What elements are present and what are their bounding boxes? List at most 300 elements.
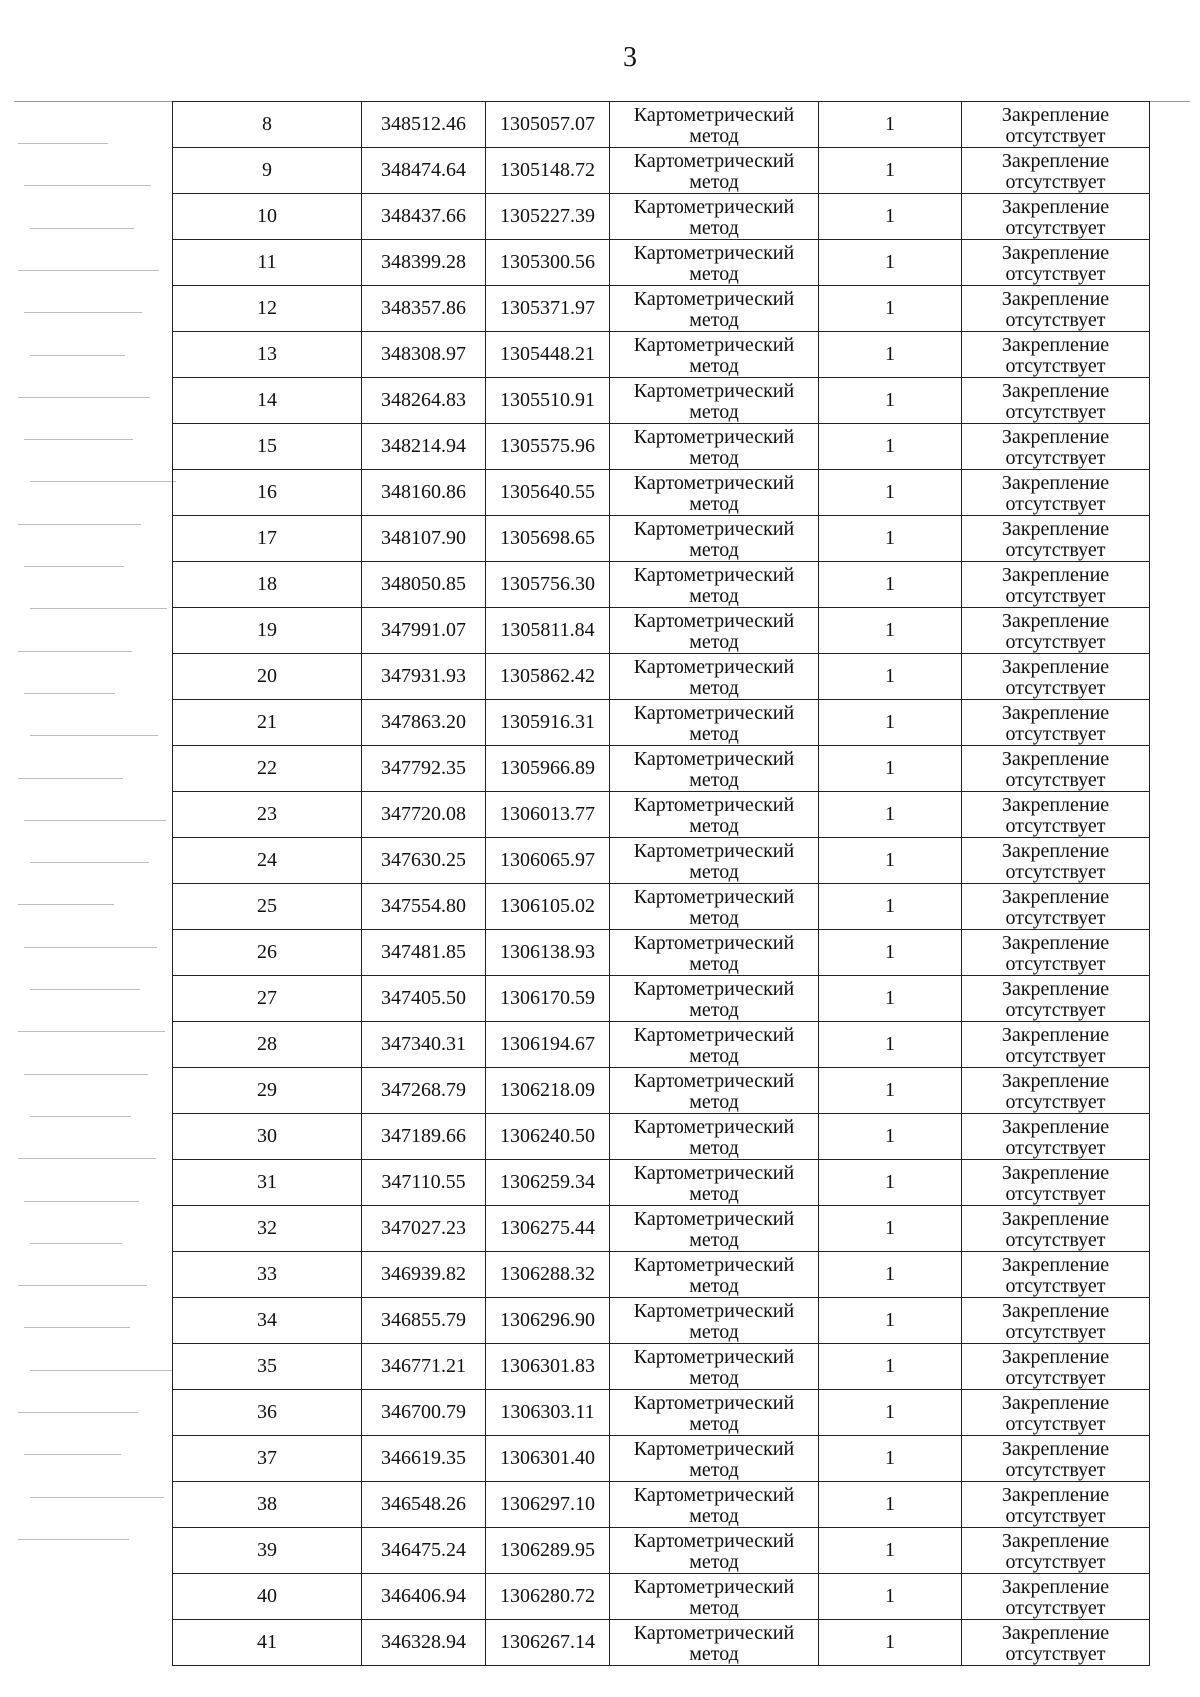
scan-artifact-line [30, 1497, 164, 1498]
fixation-cell [962, 1574, 1150, 1620]
method-cell [610, 976, 819, 1022]
method-cell [610, 424, 819, 470]
point-number-cell: 8 [173, 102, 362, 148]
x-coordinate-cell: 346619.35 [362, 1436, 486, 1482]
method-cell [610, 1114, 819, 1160]
fixation-line-1: Закрепление [1001, 1530, 1110, 1552]
table-row [173, 930, 1150, 976]
x-coordinate-cell: 348512.46 [362, 102, 486, 148]
method-line-1: Картометрический [633, 426, 795, 448]
method-line-1: Картометрический [633, 794, 795, 816]
method-cell [610, 562, 819, 608]
method-line-2: метод [689, 1229, 739, 1251]
point-number-cell: 18 [173, 562, 362, 608]
method-cell [610, 1160, 819, 1206]
fixation-line-1: Закрепление [1001, 150, 1110, 172]
table-row [173, 1482, 1150, 1528]
fixation-line-2: отсутствует [1005, 1597, 1106, 1619]
scan-artifact-line [18, 143, 108, 144]
fixation-line-2: отсутствует [1005, 953, 1106, 975]
table-row [173, 1206, 1150, 1252]
y-coordinate-cell: 1306105.02 [486, 884, 610, 930]
method-line-2: метод [689, 171, 739, 193]
fixation-line-2: отсутствует [1005, 171, 1106, 193]
table-row [173, 1114, 1150, 1160]
fixation-line-2: отсутствует [1005, 1413, 1106, 1435]
table-row [173, 1344, 1150, 1390]
fixation-line-2: отсутствует [1005, 585, 1106, 607]
fixation-cell [962, 1436, 1150, 1482]
y-coordinate-cell: 1306275.44 [486, 1206, 610, 1252]
method-line-1: Картометрический [633, 518, 795, 540]
x-coordinate-cell: 347863.20 [362, 700, 486, 746]
method-line-2: метод [689, 1643, 739, 1665]
x-coordinate-cell: 348308.97 [362, 332, 486, 378]
scan-artifact-line [24, 1327, 130, 1328]
method-cell [610, 470, 819, 516]
x-coordinate-cell: 347189.66 [362, 1114, 486, 1160]
fixation-line-1: Закрепление [1001, 932, 1110, 954]
method-cell [610, 516, 819, 562]
method-line-2: метод [689, 815, 739, 837]
method-cell [610, 378, 819, 424]
y-coordinate-cell: 1305698.65 [486, 516, 610, 562]
precision-cell: 1 [819, 1390, 962, 1436]
y-coordinate-cell: 1305640.55 [486, 470, 610, 516]
fixation-line-2: отсутствует [1005, 1505, 1106, 1527]
coordinates-table-body [173, 102, 1150, 1666]
fixation-line-1: Закрепление [1001, 1162, 1110, 1184]
precision-cell: 1 [819, 930, 962, 976]
method-line-1: Картометрический [633, 1300, 795, 1322]
method-line-2: метод [689, 999, 739, 1021]
fixation-line-1: Закрепление [1001, 794, 1110, 816]
scan-artifact-line [18, 904, 114, 905]
fixation-line-2: отсутствует [1005, 539, 1106, 561]
method-line-2: метод [689, 263, 739, 285]
table-row [173, 838, 1150, 884]
fixation-cell [962, 286, 1150, 332]
fixation-cell [962, 1068, 1150, 1114]
fixation-line-2: отсутствует [1005, 1459, 1106, 1481]
point-number-cell: 39 [173, 1528, 362, 1574]
method-line-1: Картометрический [633, 1070, 795, 1092]
table-row [173, 148, 1150, 194]
method-cell [610, 240, 819, 286]
scan-artifact-line [18, 651, 132, 652]
precision-cell: 1 [819, 792, 962, 838]
x-coordinate-cell: 347991.07 [362, 608, 486, 654]
scan-artifact-line [24, 1454, 121, 1455]
y-coordinate-cell: 1306289.95 [486, 1528, 610, 1574]
method-line-1: Картометрический [633, 1576, 795, 1598]
table-row [173, 746, 1150, 792]
point-number-cell: 20 [173, 654, 362, 700]
method-line-1: Картометрический [633, 1162, 795, 1184]
table-row [173, 1022, 1150, 1068]
table-row [173, 470, 1150, 516]
point-number-cell: 12 [173, 286, 362, 332]
precision-cell: 1 [819, 424, 962, 470]
method-line-2: метод [689, 217, 739, 239]
precision-cell: 1 [819, 1068, 962, 1114]
scan-artifact-line [18, 1158, 156, 1159]
method-cell [610, 930, 819, 976]
scan-artifact-line [18, 397, 150, 398]
precision-cell: 1 [819, 1344, 962, 1390]
x-coordinate-cell: 347110.55 [362, 1160, 486, 1206]
precision-cell: 1 [819, 700, 962, 746]
fixation-line-1: Закрепление [1001, 242, 1110, 264]
fixation-line-2: отсутствует [1005, 1551, 1106, 1573]
scan-artifact-line [24, 312, 142, 313]
method-line-1: Картометрический [633, 748, 795, 770]
precision-cell: 1 [819, 838, 962, 884]
point-number-cell: 17 [173, 516, 362, 562]
y-coordinate-cell: 1305756.30 [486, 562, 610, 608]
x-coordinate-cell: 348474.64 [362, 148, 486, 194]
scan-artifact-line [30, 481, 176, 482]
y-coordinate-cell: 1305448.21 [486, 332, 610, 378]
point-number-cell: 22 [173, 746, 362, 792]
method-line-2: метод [689, 1459, 739, 1481]
x-coordinate-cell: 347554.80 [362, 884, 486, 930]
table-row [173, 1528, 1150, 1574]
precision-cell: 1 [819, 608, 962, 654]
method-line-1: Картометрический [633, 196, 795, 218]
point-number-cell: 10 [173, 194, 362, 240]
method-line-2: метод [689, 1321, 739, 1343]
scan-artifact-line [30, 355, 125, 356]
scan-artifact-line [24, 185, 151, 186]
precision-cell: 1 [819, 332, 962, 378]
fixation-cell [962, 424, 1150, 470]
method-line-1: Картометрический [633, 1392, 795, 1414]
method-line-1: Картометрический [633, 1530, 795, 1552]
method-line-1: Картометрический [633, 334, 795, 356]
fixation-cell [962, 654, 1150, 700]
method-line-2: метод [689, 1183, 739, 1205]
table-row [173, 1574, 1150, 1620]
x-coordinate-cell: 348214.94 [362, 424, 486, 470]
table-row [173, 654, 1150, 700]
precision-cell: 1 [819, 1022, 962, 1068]
fixation-line-1: Закрепление [1001, 472, 1110, 494]
method-cell [610, 1068, 819, 1114]
point-number-cell: 37 [173, 1436, 362, 1482]
point-number-cell: 9 [173, 148, 362, 194]
point-number-cell: 36 [173, 1390, 362, 1436]
scan-artifact-line [18, 270, 159, 271]
scan-artifact-line [24, 566, 124, 567]
fixation-line-1: Закрепление [1001, 426, 1110, 448]
method-line-1: Картометрический [633, 886, 795, 908]
fixation-line-1: Закрепление [1001, 1346, 1110, 1368]
table-row [173, 1390, 1150, 1436]
fixation-line-2: отсутствует [1005, 263, 1106, 285]
point-number-cell: 32 [173, 1206, 362, 1252]
fixation-line-2: отсутствует [1005, 355, 1106, 377]
fixation-line-2: отсутствует [1005, 1091, 1106, 1113]
precision-cell: 1 [819, 286, 962, 332]
point-number-cell: 30 [173, 1114, 362, 1160]
scan-artifact-line [30, 862, 149, 863]
method-line-1: Картометрический [633, 978, 795, 1000]
table-row [173, 102, 1150, 148]
method-cell [610, 1436, 819, 1482]
fixation-line-1: Закрепление [1001, 886, 1110, 908]
method-line-1: Картометрический [633, 1208, 795, 1230]
coordinates-table [172, 101, 1150, 1666]
precision-cell: 1 [819, 102, 962, 148]
fixation-cell [962, 1114, 1150, 1160]
precision-cell: 1 [819, 516, 962, 562]
fixation-line-2: отсутствует [1005, 999, 1106, 1021]
precision-cell: 1 [819, 1114, 962, 1160]
y-coordinate-cell: 1305057.07 [486, 102, 610, 148]
fixation-line-2: отсутствует [1005, 723, 1106, 745]
fixation-line-1: Закрепление [1001, 1622, 1110, 1644]
table-row [173, 286, 1150, 332]
x-coordinate-cell: 348264.83 [362, 378, 486, 424]
fixation-cell [962, 470, 1150, 516]
method-line-2: метод [689, 125, 739, 147]
fixation-cell [962, 608, 1150, 654]
method-line-1: Картометрический [633, 242, 795, 264]
point-number-cell: 35 [173, 1344, 362, 1390]
x-coordinate-cell: 348050.85 [362, 562, 486, 608]
y-coordinate-cell: 1305148.72 [486, 148, 610, 194]
fixation-line-1: Закрепление [1001, 748, 1110, 770]
precision-cell: 1 [819, 976, 962, 1022]
table-row [173, 700, 1150, 746]
point-number-cell: 29 [173, 1068, 362, 1114]
method-line-1: Картометрический [633, 610, 795, 632]
fixation-line-1: Закрепление [1001, 1392, 1110, 1414]
x-coordinate-cell: 347931.93 [362, 654, 486, 700]
fixation-cell [962, 700, 1150, 746]
method-cell [610, 838, 819, 884]
y-coordinate-cell: 1306280.72 [486, 1574, 610, 1620]
x-coordinate-cell: 346328.94 [362, 1620, 486, 1666]
method-cell [610, 1390, 819, 1436]
point-number-cell: 28 [173, 1022, 362, 1068]
method-line-1: Картометрический [633, 150, 795, 172]
table-row [173, 1252, 1150, 1298]
table-row [173, 608, 1150, 654]
precision-cell: 1 [819, 1298, 962, 1344]
fixation-cell [962, 746, 1150, 792]
fixation-line-2: отсутствует [1005, 309, 1106, 331]
method-line-2: метод [689, 769, 739, 791]
fixation-line-1: Закрепление [1001, 380, 1110, 402]
x-coordinate-cell: 346771.21 [362, 1344, 486, 1390]
method-line-1: Картометрический [633, 564, 795, 586]
scan-artifact-line [30, 608, 167, 609]
point-number-cell: 21 [173, 700, 362, 746]
y-coordinate-cell: 1306296.90 [486, 1298, 610, 1344]
y-coordinate-cell: 1305811.84 [486, 608, 610, 654]
y-coordinate-cell: 1306288.32 [486, 1252, 610, 1298]
scan-artifact-line [18, 1539, 129, 1540]
x-coordinate-cell: 348357.86 [362, 286, 486, 332]
method-line-1: Картометрический [633, 1254, 795, 1276]
method-cell [610, 1022, 819, 1068]
point-number-cell: 41 [173, 1620, 362, 1666]
method-line-1: Картометрический [633, 1346, 795, 1368]
method-cell [610, 148, 819, 194]
y-coordinate-cell: 1305575.96 [486, 424, 610, 470]
point-number-cell: 14 [173, 378, 362, 424]
point-number-cell: 11 [173, 240, 362, 286]
point-number-cell: 27 [173, 976, 362, 1022]
y-coordinate-cell: 1305300.56 [486, 240, 610, 286]
precision-cell: 1 [819, 1252, 962, 1298]
fixation-cell [962, 1298, 1150, 1344]
y-coordinate-cell: 1306267.14 [486, 1620, 610, 1666]
fixation-line-1: Закрепление [1001, 840, 1110, 862]
x-coordinate-cell: 347405.50 [362, 976, 486, 1022]
scan-artifact-line [30, 1243, 122, 1244]
scan-artifact-line [30, 228, 134, 229]
y-coordinate-cell: 1306170.59 [486, 976, 610, 1022]
point-number-cell: 16 [173, 470, 362, 516]
scan-artifact-line [18, 1031, 165, 1032]
method-line-1: Картометрический [633, 288, 795, 310]
method-cell [610, 332, 819, 378]
scan-artifact-line [24, 439, 133, 440]
method-line-1: Картометрический [633, 840, 795, 862]
fixation-line-1: Закрепление [1001, 564, 1110, 586]
fixation-cell [962, 240, 1150, 286]
method-cell [610, 884, 819, 930]
method-cell [610, 608, 819, 654]
scan-artifact-line [30, 1370, 173, 1371]
fixation-cell [962, 1482, 1150, 1528]
table-row [173, 516, 1150, 562]
fixation-line-2: отсутствует [1005, 125, 1106, 147]
fixation-cell [962, 102, 1150, 148]
method-cell [610, 1574, 819, 1620]
x-coordinate-cell: 348107.90 [362, 516, 486, 562]
method-cell [610, 1252, 819, 1298]
scan-artifact-line [24, 1074, 148, 1075]
precision-cell: 1 [819, 1528, 962, 1574]
table-row [173, 332, 1150, 378]
table-row [173, 792, 1150, 838]
precision-cell: 1 [819, 148, 962, 194]
table-row [173, 194, 1150, 240]
fixation-line-1: Закрепление [1001, 1438, 1110, 1460]
point-number-cell: 31 [173, 1160, 362, 1206]
precision-cell: 1 [819, 194, 962, 240]
fixation-cell [962, 332, 1150, 378]
method-line-2: метод [689, 1137, 739, 1159]
fixation-line-1: Закрепление [1001, 1484, 1110, 1506]
fixation-line-2: отсутствует [1005, 1183, 1106, 1205]
point-number-cell: 33 [173, 1252, 362, 1298]
scan-artifact-line [24, 693, 115, 694]
y-coordinate-cell: 1305227.39 [486, 194, 610, 240]
table-row [173, 378, 1150, 424]
fixation-line-1: Закрепление [1001, 1576, 1110, 1598]
method-line-1: Картометрический [633, 472, 795, 494]
method-line-2: метод [689, 539, 739, 561]
fixation-line-2: отсутствует [1005, 769, 1106, 791]
fixation-line-2: отсутствует [1005, 1137, 1106, 1159]
point-number-cell: 34 [173, 1298, 362, 1344]
method-line-2: метод [689, 401, 739, 423]
y-coordinate-cell: 1306138.93 [486, 930, 610, 976]
table-row [173, 1298, 1150, 1344]
fixation-line-1: Закрепление [1001, 978, 1110, 1000]
fixation-line-2: отсутствует [1005, 493, 1106, 515]
method-cell [610, 746, 819, 792]
fixation-cell [962, 148, 1150, 194]
scan-artifact-line [30, 1116, 131, 1117]
method-line-1: Картометрический [633, 380, 795, 402]
y-coordinate-cell: 1305510.91 [486, 378, 610, 424]
fixation-line-1: Закрепление [1001, 196, 1110, 218]
method-cell [610, 1206, 819, 1252]
precision-cell: 1 [819, 240, 962, 286]
precision-cell: 1 [819, 1620, 962, 1666]
fixation-cell [962, 1344, 1150, 1390]
precision-cell: 1 [819, 654, 962, 700]
precision-cell: 1 [819, 1206, 962, 1252]
x-coordinate-cell: 348437.66 [362, 194, 486, 240]
fixation-cell [962, 1390, 1150, 1436]
fixation-cell [962, 930, 1150, 976]
x-coordinate-cell: 347630.25 [362, 838, 486, 884]
fixation-cell [962, 1620, 1150, 1666]
table-row [173, 240, 1150, 286]
table-row [173, 884, 1150, 930]
fixation-line-1: Закрепление [1001, 334, 1110, 356]
x-coordinate-cell: 347340.31 [362, 1022, 486, 1068]
fixation-cell [962, 1022, 1150, 1068]
y-coordinate-cell: 1305966.89 [486, 746, 610, 792]
x-coordinate-cell: 346939.82 [362, 1252, 486, 1298]
fixation-line-2: отсутствует [1005, 677, 1106, 699]
y-coordinate-cell: 1306065.97 [486, 838, 610, 884]
y-coordinate-cell: 1305862.42 [486, 654, 610, 700]
scan-artifact-line [30, 735, 158, 736]
fixation-line-2: отсутствует [1005, 1275, 1106, 1297]
method-cell [610, 792, 819, 838]
point-number-cell: 38 [173, 1482, 362, 1528]
x-coordinate-cell: 347720.08 [362, 792, 486, 838]
table-row [173, 1068, 1150, 1114]
y-coordinate-cell: 1305916.31 [486, 700, 610, 746]
method-line-2: метод [689, 447, 739, 469]
precision-cell: 1 [819, 470, 962, 516]
fixation-line-2: отсутствует [1005, 631, 1106, 653]
precision-cell: 1 [819, 884, 962, 930]
point-number-cell: 40 [173, 1574, 362, 1620]
fixation-line-1: Закрепление [1001, 702, 1110, 724]
method-line-2: метод [689, 493, 739, 515]
method-line-1: Картометрический [633, 104, 795, 126]
method-line-1: Картометрический [633, 1438, 795, 1460]
method-cell [610, 194, 819, 240]
method-cell [610, 1344, 819, 1390]
method-cell [610, 654, 819, 700]
fixation-line-1: Закрепление [1001, 288, 1110, 310]
method-line-2: метод [689, 677, 739, 699]
x-coordinate-cell: 346406.94 [362, 1574, 486, 1620]
method-line-2: метод [689, 1091, 739, 1113]
